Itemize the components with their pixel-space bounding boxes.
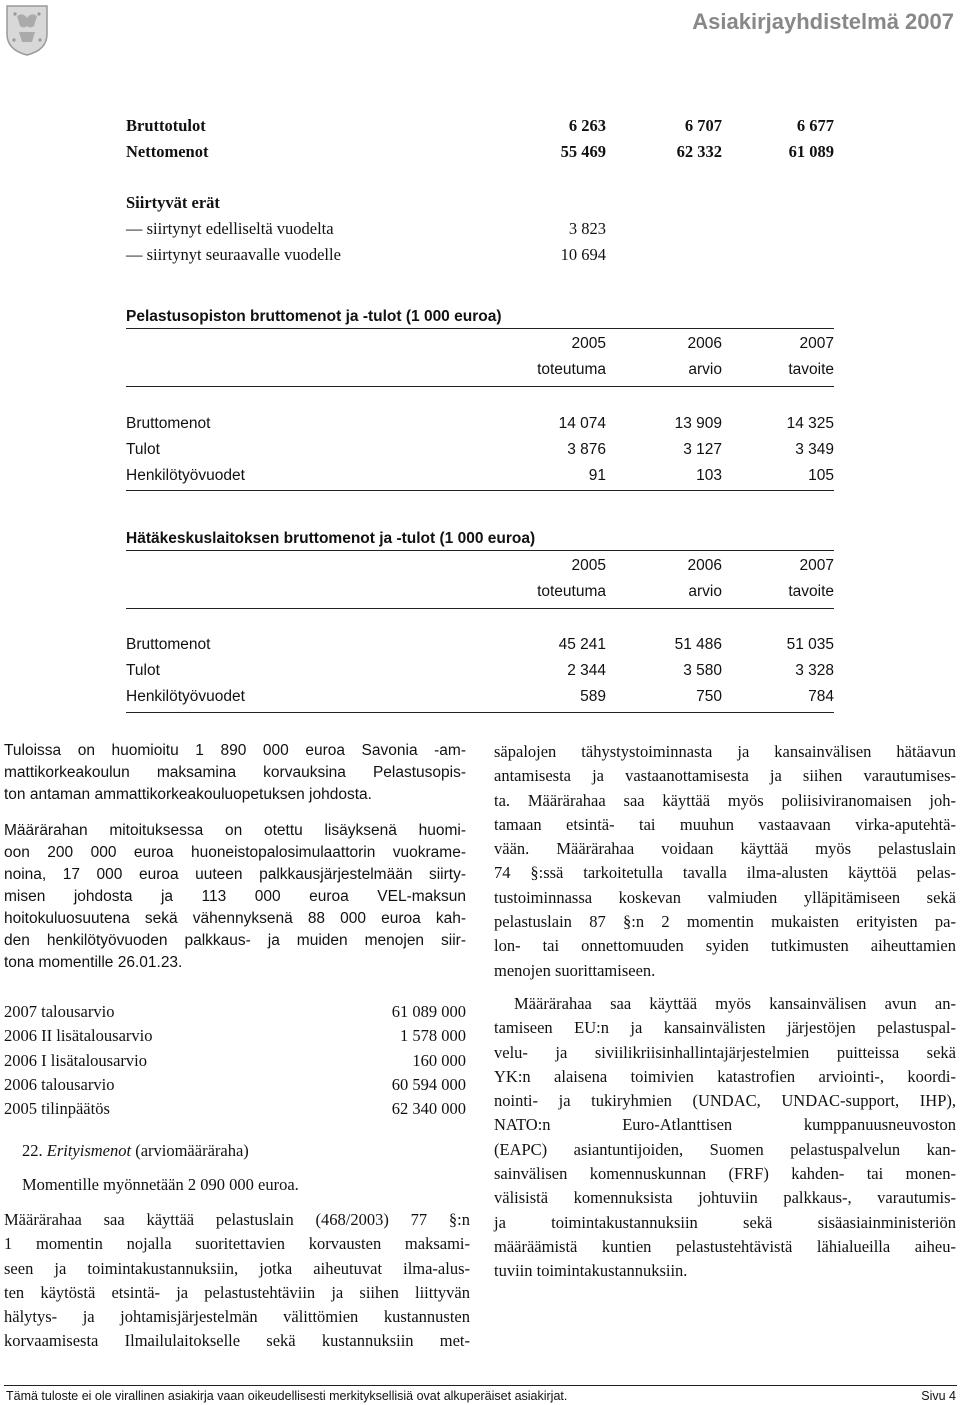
right-paragraph-usage-2: Määrärahaa saa käyttää myös kansainvälisen avun an- tamiseen EU:n ja kansainvälisten järjestöjen pelastuspal- velu- ja siviilikriisinhallintajärjestelmien puitteissa sekä YK:n alaisena toimivien katastrofien arviointi-, koordi- nointi- ja tukiryhmien (UNDAC, UNDAC-support, IHP), NATO:n Euro-Atlanttisen kumppanuusneuvoston (EAPC) asiantuntijoiden, Suomen pelastuspalvelun kan- sainvälisen komennuskunnan (FRF) kahden- tai monen- välisistä komennuksista johtuviin palkkaus-, varautumis- ja toimintakustannuksiin sekä sisäasiainministeriön määräämistä kuntien pelastustehtävistä lähialueilla aiheu- tuviin toimintakustannuksiin. [494, 994, 956, 1281]
table1-top-rule [126, 328, 834, 329]
table1-row-person-years: Henkilötyövuodet 91 103 105 [126, 467, 834, 484]
right-paragraph-usage-1: säpalojen tähystystoiminnasta ja kansainvälisen hätäavun antamisesta ja vastaanottamisesta ja siihen varautumises- ta. Määrärahaa saa käyttää myös poliisiviranomaisen joh- tamaan etsintä- tai muuhun vastaavaan virka-aputehtä- vään. Määrärahaa voidaan käyttää myös pelastuslain 74 §:ssä tarkoitetulla tavalla ilma-alusten käyttöä pelas- tustoiminnassa koskevan valmiuden ylläpitämiseen sekä pelastuslain 87 §:n 2 momentin mukaisten erityisten pa- lon- tai onnettomuuden syiden tutkimusten aiheuttamien menojen suorittamiseen. [494, 742, 956, 980]
table1-years-header: 2005 2006 2007 [571, 335, 834, 352]
table2-years-header: 2005 2006 2007 [571, 557, 834, 574]
table2-kinds-header: toteutuma arvio tavoite [537, 583, 834, 600]
carry-over-row-next: — siirtynyt seuraavalle vuodelle 10 694 [126, 245, 606, 264]
document-title: Asiakirjayhdistelmä 2007 [692, 9, 954, 34]
carry-over-title: Siirtyvät erät [126, 193, 220, 212]
coat-of-arms-icon [5, 4, 49, 56]
footer-disclaimer: Tämä tuloste ei ole virallinen asiakirja vaan oikeudellisesti merkityksellisiä ovat alkuperäiset asiakirjat. [6, 1389, 568, 1403]
table2-row-gross-expenses: Bruttomenot 45 241 51 486 51 035 [126, 636, 834, 653]
table1-row-gross-expenses: Bruttomenot 14 074 13 909 14 325 [126, 415, 834, 432]
left-paragraph-special-expenses: Määrärahaa saa käyttää pelastuslain (468/2003) 77 §:n 1 momentin nojalla suoritettavien korvausten maksami- seen ja toimintakustannuksiin, jotka aiheutuvat ilma-alus- ten käytöstä etsintä- ja pelastustehtäviin ja siihen liittyvän hälytys- ja johtamisjärjestelmän välittömien kustannusten korvaamisesta Ilmailulaitokselle sekä kustannuksiin met- [4, 1210, 470, 1351]
table2-top-rule [126, 550, 834, 551]
table1-header-rule [126, 386, 834, 387]
table1-bottom-rule [126, 490, 834, 491]
table1-title: Pelastusopiston bruttomenot ja -tulot (1 000 euroa) [126, 308, 502, 325]
footer-rule [4, 1385, 957, 1386]
budget-row: 2006 I lisätalousarvio 160 000 [4, 1050, 466, 1070]
budget-row: 2006 talousarvio 60 594 000 [4, 1074, 466, 1094]
left-paragraph-sizing-note: Määrärahan mitoituksessa on otettu lisäyksenä huomi- oon 200 000 euroa huoneistopalosimulaattorin vuokrame- noina, 17 000 euroa uuteen palkkausjärjestelmään siirty- misen johdosta ja 113 000 euroa VEL-maksun hoitokuluosuutena sekä vähennyksenä 88 000 euroa kah- den henkilötyövuoden palkkaus- ja muiden menojen siir- tona momentille 26.01.23. [4, 822, 466, 971]
carry-over-row-previous: — siirtynyt edelliseltä vuodelta 3 823 [126, 219, 606, 238]
left-paragraph-revenue-note: Tuloissa on huomioitu 1 890 000 euroa Savonia -am- mattikorkeakoulun maksamina korvauksina Pelastusopis- ton antaman ammattikorkeakouluopetuksen johdosta. [4, 742, 466, 803]
table2-title: Hätäkeskuslaitoksen bruttomenot ja -tulot (1 000 euroa) [126, 530, 536, 547]
budget-row: 2007 talousarvio 61 089 000 [4, 1002, 466, 1021]
table1-row-revenue: Tulot 3 876 3 127 3 349 [126, 441, 834, 458]
budget-row: 2005 tilinpäätös 62 340 000 [4, 1099, 466, 1119]
summary-row-gross-revenue: Bruttotulot 6 263 6 707 6 677 [126, 116, 834, 135]
summary-row-net-expenses: Nettomenot 55 469 62 332 61 089 [126, 142, 834, 161]
table2-bottom-rule [126, 712, 834, 713]
table2-row-revenue: Tulot 2 344 3 580 3 328 [126, 662, 834, 679]
budget-row: 2006 II lisätalousarvio 1 578 000 [4, 1026, 466, 1046]
page-number: Sivu 4 [921, 1389, 956, 1403]
section-heading: 22. Erityismenot (arviomääräraha) [22, 1141, 249, 1160]
moment-allocation: Momentille myönnetään 2 090 000 euroa. [22, 1175, 299, 1194]
table2-row-person-years: Henkilötyövuodet 589 750 784 [126, 688, 834, 705]
table1-kinds-header: toteutuma arvio tavoite [537, 361, 834, 378]
budget-history-list [4, 1000, 466, 1121]
table2-header-rule [126, 608, 834, 609]
